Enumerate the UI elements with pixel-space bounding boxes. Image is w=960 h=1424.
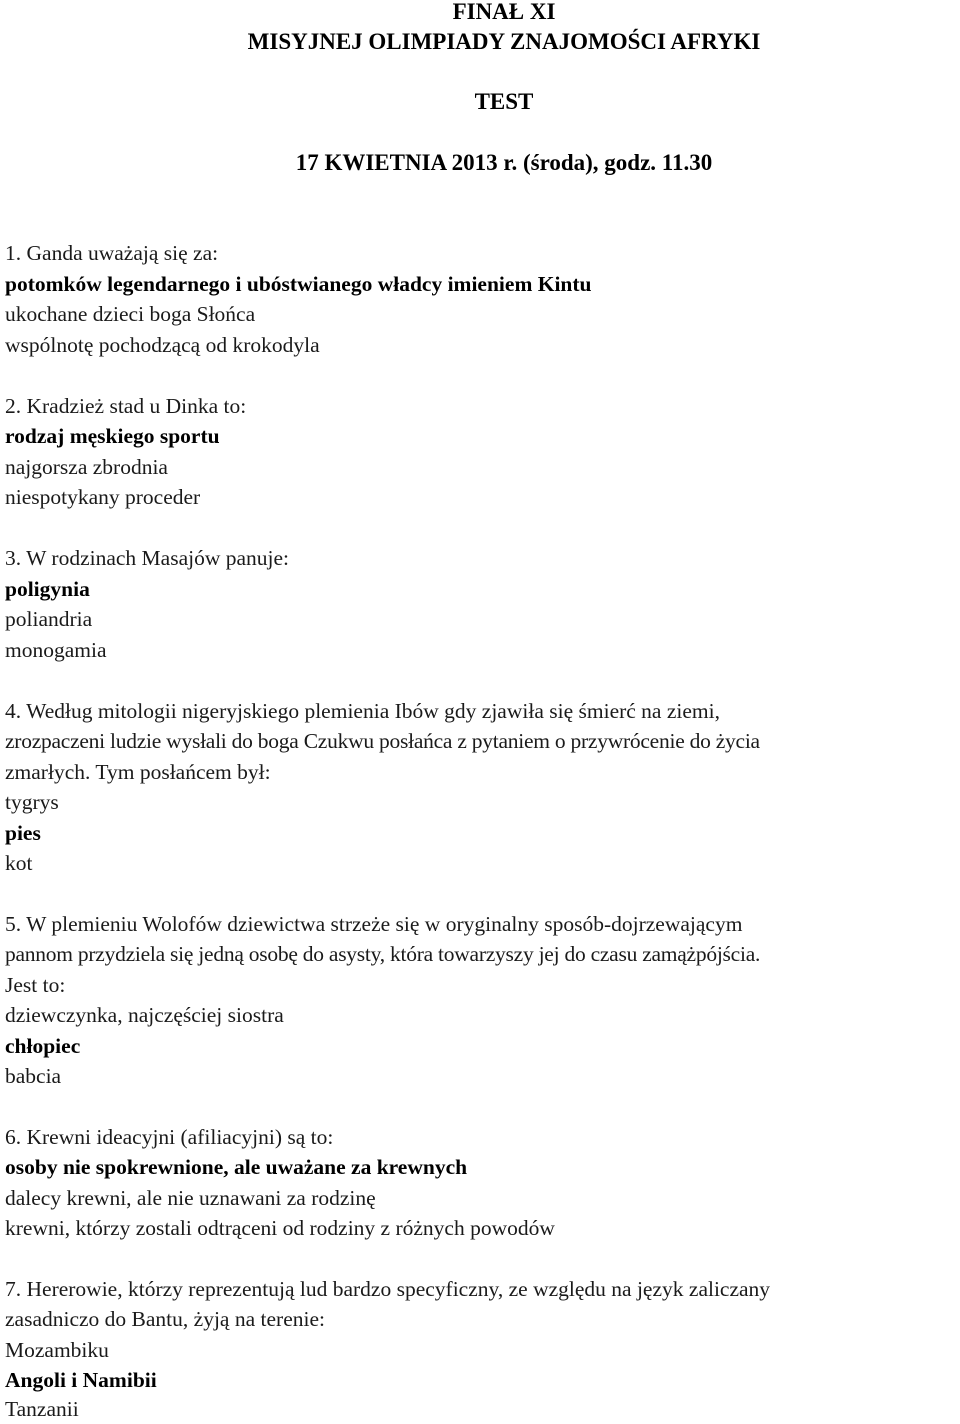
answer-option: krewni, którzy zostali odtrąceni od rodziny z różnych powodów <box>5 1216 555 1240</box>
question-text: W plemieniu Wolofów dziewictwa strzeże się w oryginalny sposób-dojrzewającym <box>26 912 743 936</box>
header-title: FINAŁ XI <box>452 0 556 24</box>
answer-option: kot <box>5 851 33 875</box>
question-number: 4. <box>5 699 22 723</box>
answer-option: najgorsza zbrodnia <box>5 455 168 479</box>
question-text-continued: zrozpaczeni ludzie wysłali do boga Czukwu posłańca z pytaniem o przywrócenie do życia <box>5 729 760 753</box>
header-test-label: TEST <box>474 89 534 114</box>
question-text-continued: zasadniczo do Bantu, żyją na terenie: <box>5 1307 325 1331</box>
question-text-continued: Jest to: <box>5 973 66 997</box>
answer-option: niespotykany proceder <box>5 485 201 509</box>
answer-option: dziewczynka, najczęściej siostra <box>5 1003 284 1027</box>
answer-option: babcia <box>5 1064 62 1088</box>
answer-option: poligynia <box>5 577 90 601</box>
answer-option: tygrys <box>5 790 59 814</box>
question-text: Krewni ideacyjni (afiliacyjni) są to: <box>26 1125 334 1149</box>
question-text: W rodzinach Masajów panuje: <box>26 546 290 570</box>
question-1 <box>5 238 218 268</box>
answer-option: osoby nie spokrewnione, ale uważane za krewnych <box>5 1155 468 1179</box>
question-number: 6. <box>5 1125 22 1149</box>
header-date: 17 KWIETNIA 2013 r. (środa), godz. 11.30 <box>295 150 713 175</box>
question-text-continued: pannom przydziela się jedną osobę do asysty, która towarzyszy jej do czasu zamążpójścia. <box>5 942 761 966</box>
question-number: 3. <box>5 546 22 570</box>
answer-option: ukochane dzieci boga Słońca <box>5 302 256 326</box>
question-number: 5. <box>5 912 22 936</box>
header-olympiad-name: MISYJNEJ OLIMPIADY ZNAJOMOŚCI AFRYKI <box>247 29 761 54</box>
answer-option: Angoli i Namibii <box>5 1368 157 1392</box>
question-2 <box>5 391 246 421</box>
answer-option: Mozambiku <box>5 1338 109 1362</box>
answer-option: dalecy krewni, ale nie uznawani za rodzinę <box>5 1186 376 1210</box>
answer-option: monogamia <box>5 638 107 662</box>
question-text: Według mitologii nigeryjskiego plemienia Ibów gdy zjawiła się śmierć na ziemi, <box>26 699 720 723</box>
question-number: 1. <box>5 241 22 265</box>
question-3 <box>5 543 289 573</box>
answer-option: poliandria <box>5 607 93 631</box>
answer-option: wspólnotę pochodzącą od krokodyla <box>5 333 320 357</box>
answer-option: pies <box>5 821 41 845</box>
answer-option: potomków legendarnego i ubóstwianego władcy imieniem Kintu <box>5 272 592 296</box>
question-text: Kradzież stad u Dinka to: <box>26 394 247 418</box>
question-text: Hererowie, którzy reprezentują lud bardzo specyficzny, ze względu na język zaliczany <box>26 1277 771 1301</box>
question-5 <box>5 909 742 939</box>
question-number: 2. <box>5 394 22 418</box>
question-number: 7. <box>5 1277 22 1301</box>
answer-option: Tanzanii <box>5 1397 79 1421</box>
question-4 <box>5 696 720 726</box>
answer-option: rodzaj męskiego sportu <box>5 424 220 448</box>
question-text: Ganda uważają się za: <box>26 241 219 265</box>
answer-option: chłopiec <box>5 1034 81 1058</box>
question-7 <box>5 1274 770 1304</box>
question-text-continued: zmarłych. Tym posłańcem był: <box>5 760 271 784</box>
question-6 <box>5 1122 333 1152</box>
